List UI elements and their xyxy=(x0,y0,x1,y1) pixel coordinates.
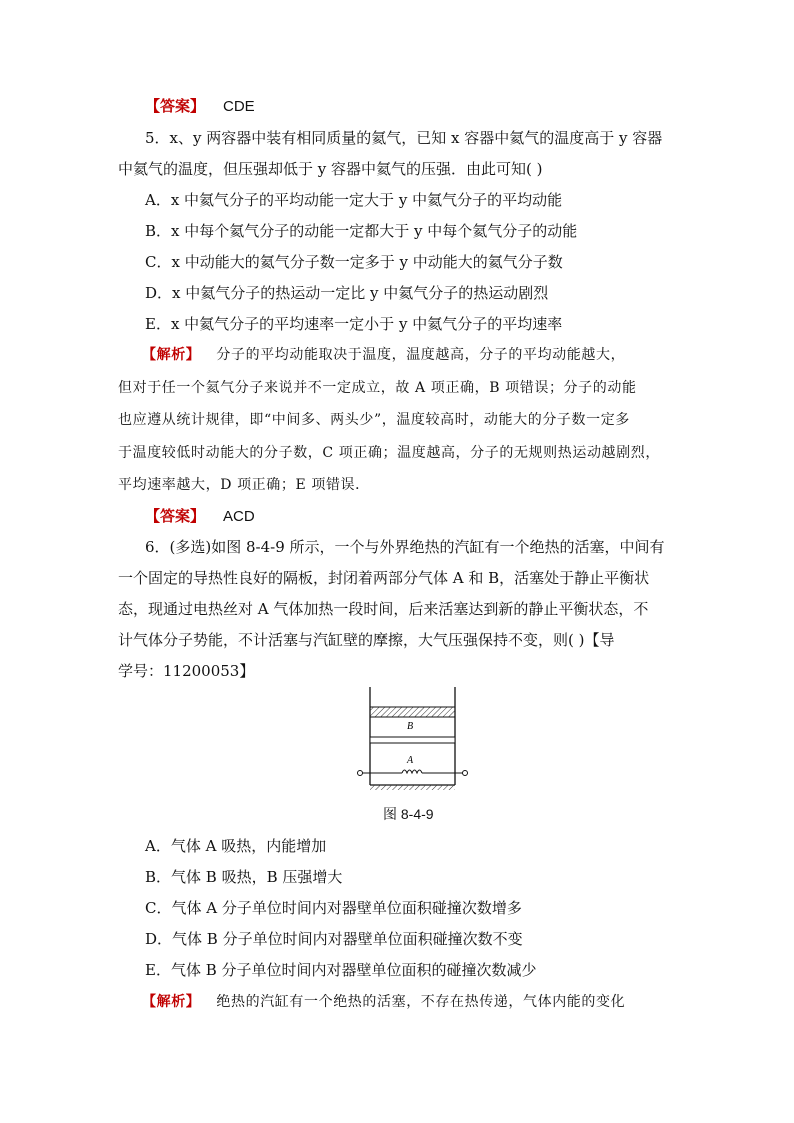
terminal-left xyxy=(358,771,363,776)
analysis-text: 分子的平均动能取决于温度，温度越高，分子的平均动能越大， xyxy=(216,347,626,363)
analysis-tag: 【解析】 xyxy=(142,347,201,363)
q5-option-c: C．x 中动能大的氦气分子数一定多于 y 中动能大的氦气分子数 xyxy=(145,253,563,271)
answer-1 xyxy=(145,96,255,117)
partition xyxy=(370,737,455,743)
q5-option-b: B．x 中每个氦气分子的动能一定都大于 y 中每个氦气分子的动能 xyxy=(145,222,578,240)
q6-stem-line-3: 态，现通过电热丝对 A 气体加热一段时间，后来活塞达到新的静止平衡状态，不 xyxy=(118,600,649,618)
q6-option-c: C．气体 A 分子单位时间内对器壁单位面积碰撞次数增多 xyxy=(145,899,522,917)
answer-value: ACD xyxy=(223,508,255,525)
q6-option-e: E．气体 B 分子单位时间内对器壁单位面积的碰撞次数减少 xyxy=(145,961,537,979)
q6-option-a: A．气体 A 吸热，内能增加 xyxy=(145,837,327,855)
q5-option-e: E．x 中氦气分子的平均速率一定小于 y 中氦气分子的平均速率 xyxy=(145,315,563,333)
analysis-text: 绝热的汽缸有一个绝热的活塞，不存在热传递，气体内能的变化 xyxy=(216,994,626,1010)
analysis-1-line-5: 平均速率越大，D 项正确；E 项错误． xyxy=(118,477,370,493)
q6-stem-line-5: 学号：11200053】 xyxy=(118,662,255,680)
piston xyxy=(370,707,455,717)
gas-b-label: B xyxy=(406,721,414,732)
q5-stem-line-2: 中氦气的温度，但压强却低于 y 容器中氦气的压强．由此可知( ) xyxy=(118,160,543,178)
q6-option-b: B．气体 B 吸热，B 压强增大 xyxy=(145,868,343,886)
analysis-2-line-1 xyxy=(142,992,625,1012)
gas-a-label: A xyxy=(406,755,414,766)
analysis-1-line-1 xyxy=(142,345,625,365)
q6-stem-line-4: 计气体分子势能，不计活塞与汽缸壁的摩擦，大气压强保持不变，则( )【导 xyxy=(118,631,615,649)
terminal-right xyxy=(463,771,468,776)
analysis-1-line-2: 但对于任一个氦气分子来说并不一定成立，故 A 项正确，B 项错误；分子的动能 xyxy=(118,380,637,396)
answer-tag: 【答案】 xyxy=(145,507,206,525)
q5-stem-line-1: 5．x、y 两容器中装有相同质量的氦气，已知 x 容器中氦气的温度高于 y 容器 xyxy=(145,129,663,147)
q6-stem-line-1: 6．(多选)如图 8-4-9 所示，一个与外界绝热的汽缸有一个绝热的活塞，中间有 xyxy=(145,538,665,556)
q6-stem-line-2: 一个固定的导热性良好的隔板，封闭着两部分气体 A 和 B，活塞处于静止平衡状 xyxy=(118,569,650,587)
answer-value: CDE xyxy=(223,98,255,115)
answer-2 xyxy=(145,506,255,527)
analysis-1-line-4: 于温度较低时动能大的分子数，C 项正确；温度越高，分子的无规则热运动越剧烈， xyxy=(118,445,660,461)
analysis-1-line-3: 也应遵从统计规律，即“中间多、两头少”，温度较高时，动能大的分子数一定多 xyxy=(118,412,630,428)
q5-option-d: D．x 中氦气分子的热运动一定比 y 中氦气分子的热运动剧烈 xyxy=(145,284,549,302)
analysis-tag: 【解析】 xyxy=(142,994,201,1010)
ground-hatch xyxy=(370,785,455,790)
q6-option-d: D．气体 B 分子单位时间内对器壁单位面积碰撞次数不变 xyxy=(145,930,523,948)
q5-option-a: A．x 中氦气分子的平均动能一定大于 y 中氦气分子的平均动能 xyxy=(145,191,563,209)
heater-coil xyxy=(402,770,422,773)
cylinder-figure xyxy=(350,685,480,800)
figure-caption: 图 8-4-9 xyxy=(383,806,434,822)
answer-tag: 【答案】 xyxy=(145,97,206,115)
